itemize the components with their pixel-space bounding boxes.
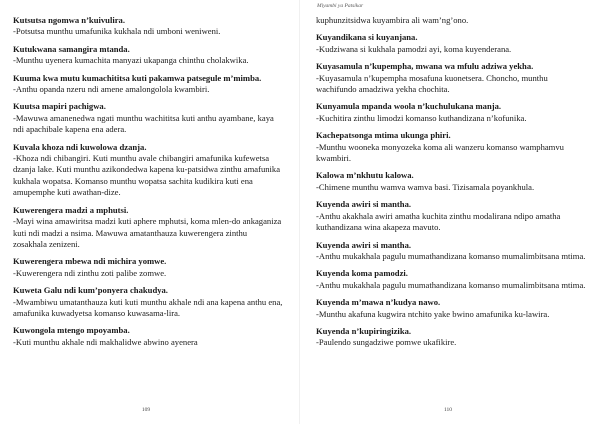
proverb-heading: Kachepatsonga mtima ukunga phiri. xyxy=(316,130,451,141)
proverb-explanation: -Potsutsa munthu umafunika kukhala ndi umboni weniweni. xyxy=(13,26,221,37)
proverb-explanation: -Munthu wooneka monyozeka koma ali wanzeru komanso wamphamvu kwambiri. xyxy=(316,141,564,164)
proverb-entry xyxy=(13,142,283,199)
proverb-explanation: -Anthu mukakhala pagulu mumathandizana komanso mumalimbitsana mtima. xyxy=(316,250,586,261)
proverb-entry xyxy=(13,101,283,135)
proverb-explanation: -Kuyasamula n’kupempha mosafuna kuonetsera. Choncho, munthu wachifundo amadziwa yekha chochita. xyxy=(316,72,548,95)
page-gutter xyxy=(299,0,300,424)
proverb-entry xyxy=(13,205,283,251)
proverb-entry xyxy=(316,15,586,26)
proverb-heading: Kuweta Galu ndi kum’ponyera chakudya. xyxy=(13,285,168,296)
proverb-entry xyxy=(316,326,586,349)
proverb-entry xyxy=(316,130,586,164)
proverb-entry xyxy=(316,32,586,55)
proverb-explanation: -Kuti munthu akhale ndi makhalidwe abwino ayenera xyxy=(13,336,198,347)
right-page xyxy=(306,0,590,424)
proverb-explanation: -Mayi wina amawiritsa madzi kuti aphere mphutsi, koma mlen-do ankaganiza kuti ndi madzi a nsima. Mawuwa amatanthauza kuwerengera zinthu zosakhala zenizeni. xyxy=(13,216,282,249)
page-number: 110 xyxy=(443,407,453,413)
proverb-explanation: -Mawuwa amanenedwa ngati munthu wachititsa kuti anthu ayambane, kaya ndi apachibale kapena ena adera. xyxy=(13,112,274,135)
proverb-entry xyxy=(316,199,586,233)
proverb-entry xyxy=(13,325,283,348)
proverb-heading: Kuyenda awiri si mantha. xyxy=(316,199,412,210)
proverb-heading: Kuyenda awiri si mantha. xyxy=(316,239,412,250)
proverb-entry xyxy=(316,240,586,263)
proverb-entry xyxy=(316,297,586,320)
proverb-explanation: -Kudziwana si kukhala pamodzi ayi, koma kuyenderana. xyxy=(316,43,512,54)
proverb-heading: Kuutsa mapiri pachigwa. xyxy=(13,101,106,112)
proverb-entry xyxy=(13,256,283,279)
proverb-heading: Kutsutsa ngomwa n’kuivulira. xyxy=(13,15,125,25)
proverb-heading: Kutukwana samangira mtanda. xyxy=(13,43,130,54)
proverb-explanation: -Anthu akakhala awiri amatha kuchita zinthu modalirana ndipo amatha kuthandizana wina akapeza mavuto. xyxy=(316,210,561,233)
proverb-heading: Kuuma kwa mutu kumachititsa kuti pakamwa patsegule m’mimba. xyxy=(13,72,262,83)
proverb-entry xyxy=(316,268,586,291)
proverb-explanation: kuphunzitsidwa kuyambira ali wam’ng’ono. xyxy=(316,15,469,25)
proverb-entry xyxy=(13,73,283,96)
proverb-heading: Kuwerengera madzi a mphutsi. xyxy=(13,204,129,215)
proverb-entry xyxy=(13,285,283,319)
proverb-heading: Kuyasamula n’kupempha, mwana wa mfulu adziwa yekha. xyxy=(316,61,534,72)
proverb-explanation: -Paulendo sungadziwe pomwe ukafikire. xyxy=(316,337,457,348)
proverb-heading: Kuwongola mtengo mpoyamba. xyxy=(13,325,130,336)
proverb-heading: Kuyenda m’mawa n’kudya nawo. xyxy=(316,297,441,308)
proverb-explanation: -Munthu uyenera kumachita manyazi ukapanga chinthu cholakwika. xyxy=(13,55,249,66)
proverb-explanation: -Khoza ndi chibangiri. Kuti munthu avale chibangiri amafunika kufewetsa dzanja lake. Kuti munthu azikondedwa kapena ku-patsidwa zinthu amafunika kukhala wopatsa. Komanso munthu wopatsa sachita kudikira kuti ena amupemphe kuti awathan-dize. xyxy=(13,153,281,198)
proverb-explanation: -Kuwerengera ndi zinthu zoti palibe zomwe. xyxy=(13,267,167,278)
proverb-heading: Kuyenda koma pamodzi. xyxy=(316,268,408,279)
proverb-explanation: -Anthu mukakhala pagulu mumathandizana komanso mumalimbitsana mtima. xyxy=(316,279,586,290)
right-page-content xyxy=(316,15,586,355)
proverb-heading: Kalowa m’nkhutu kalowa. xyxy=(316,170,414,181)
proverb-entry xyxy=(13,15,283,38)
page-number: 109 xyxy=(141,407,151,413)
proverb-heading: Kunyamula mpanda woola n’kuchulukana manja. xyxy=(316,101,502,112)
proverb-explanation: -Kuchitira zinthu limodzi komanso kuthandizana n’kofunika. xyxy=(316,112,527,123)
proverb-heading: Kuyenda n’kupiringizika. xyxy=(316,325,412,336)
proverb-entry xyxy=(316,101,586,124)
proverb-heading: Kuvala khoza ndi kuwolowa dzanja. xyxy=(13,141,147,152)
proverb-explanation: -Munthu akafuna kugwira ntchito yake bwino amafunika ku-lawira. xyxy=(316,308,550,319)
proverb-explanation: -Anthu opanda nzeru ndi amene amalongolola kwambiri. xyxy=(13,84,210,95)
left-page-content xyxy=(13,15,283,354)
left-page xyxy=(0,0,284,424)
proverb-entry xyxy=(316,61,586,95)
proverb-entry xyxy=(13,44,283,67)
proverb-heading: Kuwerengera mbewa ndi michira yomwe. xyxy=(13,256,167,267)
proverb-explanation: -Mwambiwu umatanthauza kuti kuti munthu akhale ndi ana kapena anthu ena, amafunika kuwadyetsa komanso kuwasama-lira. xyxy=(13,296,283,318)
running-head: Miyambi ya Patsikar xyxy=(317,3,364,9)
proverb-explanation: -Chimene munthu wamva wamva basi. Tizisamala poyankhula. xyxy=(316,181,535,192)
proverb-heading: Kuyandikana si kuyanjana. xyxy=(316,32,418,43)
proverb-entry xyxy=(316,170,586,193)
